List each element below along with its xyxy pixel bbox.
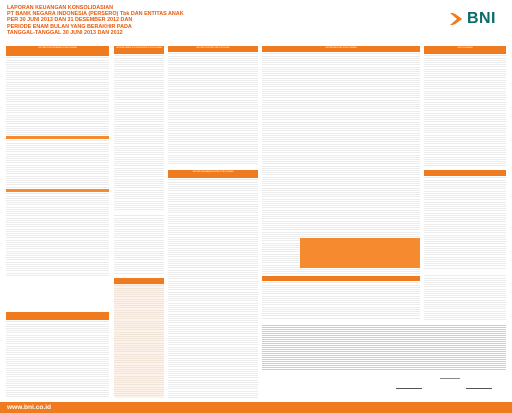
table-rows <box>6 139 109 189</box>
table-rows <box>114 54 164 211</box>
panel-header: LAPORAN PERUBAHAN EKUITAS KONSOLIDASIAN <box>168 170 258 178</box>
highlight-block <box>300 238 420 268</box>
table-rows <box>262 281 420 320</box>
title-line-5: TANGGAL-TANGGAL 30 JUNI 2013 DAN 2012 <box>7 29 123 36</box>
report-title <box>7 5 207 36</box>
title-line-2: PT BANK NEGARA INDONESIA (PERSERO) Tbk DAN ENTITAS ANAK <box>7 11 184 18</box>
notes-text-lines <box>262 324 506 370</box>
panel-header: RASIO KEUANGAN <box>424 46 506 54</box>
table-rows <box>114 214 164 274</box>
panel-header: LAPORAN LABA RUGI KOMPREHENSIF KONSOLIDASIAN <box>114 46 164 54</box>
table-rows <box>6 56 109 136</box>
table-rows <box>424 176 506 270</box>
panel-header <box>6 312 109 320</box>
panel-balance-sheet <box>6 46 109 276</box>
panel-equity-changes <box>168 170 258 398</box>
panel-ratios-2 <box>424 170 506 270</box>
bni-46-icon <box>448 11 464 27</box>
signature-line <box>466 388 492 389</box>
panel-ratios <box>424 46 506 166</box>
footer-url[interactable]: www.bni.co.id <box>7 403 52 411</box>
table-rows <box>114 284 164 398</box>
panel-balance-sheet-bottom <box>6 312 109 398</box>
logo-text: BNI <box>466 10 496 27</box>
panel-commitments <box>168 46 258 166</box>
title-line-1: LAPORAN KEUANGAN KONSOLIDASIAN <box>7 5 114 11</box>
panel-management <box>424 274 506 320</box>
panel-consolidated-pale <box>114 278 164 398</box>
panel-header: LAPORAN KOMITMEN DAN KONTINJENSI <box>168 46 258 52</box>
panel-income-statement <box>114 46 164 211</box>
table-rows <box>424 274 506 320</box>
panel-header: LAPORAN ARUS KAS KONSOLIDASIAN <box>262 46 420 52</box>
signature-line <box>396 388 422 389</box>
table-rows <box>6 320 109 398</box>
title-line-4: PERIODE ENAM BULAN YANG BERAKHIR PADA <box>7 23 132 30</box>
signature-line <box>440 378 460 379</box>
table-rows <box>6 192 109 276</box>
panel-cash-flow-bottom <box>262 276 420 320</box>
panel-notes <box>262 324 506 370</box>
table-rows <box>168 178 258 398</box>
table-rows <box>168 52 258 166</box>
bni-logo <box>448 10 496 28</box>
panel-header: LAPORAN POSISI KEUANGAN KONSOLIDASIAN <box>6 46 109 56</box>
panel-income-statement-2 <box>114 214 164 274</box>
title-line-3: PER 30 JUNI 2013 DAN 31 DESEMBER 2012 DAN <box>7 17 133 24</box>
footer-bar <box>0 402 512 413</box>
table-rows <box>424 54 506 166</box>
